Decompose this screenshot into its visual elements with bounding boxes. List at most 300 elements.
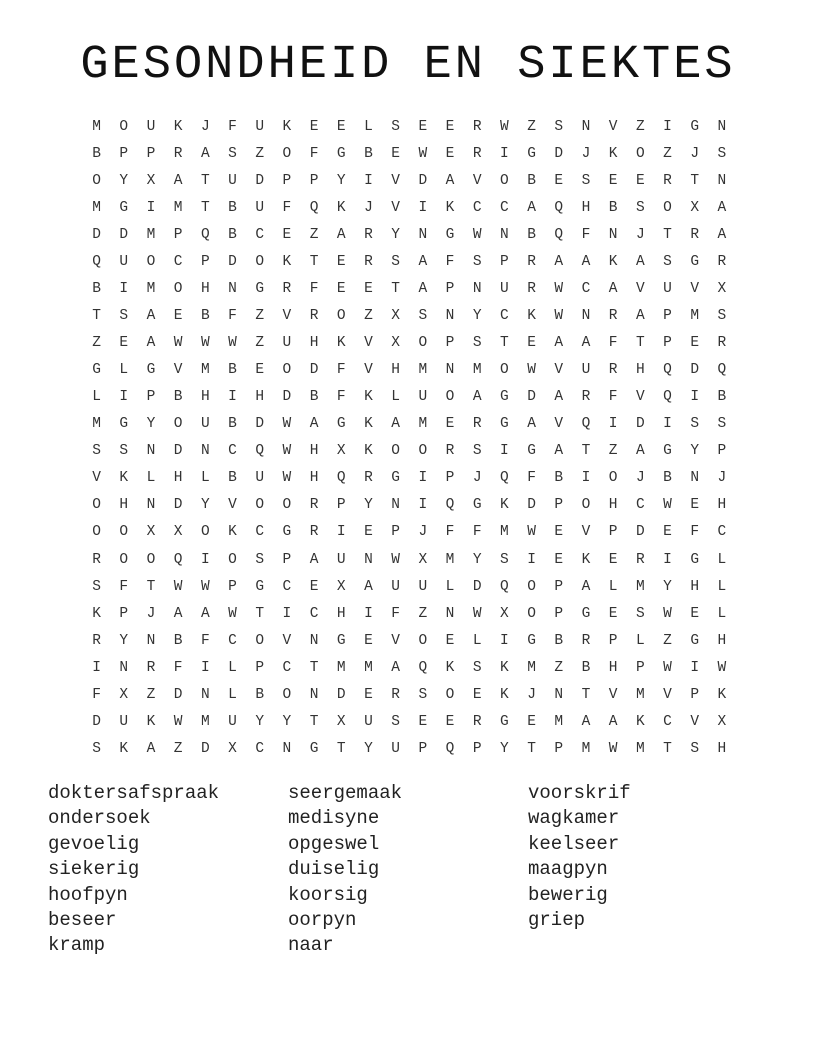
grid-letter[interactable]: O bbox=[500, 172, 509, 189]
grid-letter[interactable]: C bbox=[173, 253, 183, 270]
grid-letter[interactable]: A bbox=[200, 145, 210, 162]
grid-letter[interactable]: K bbox=[500, 659, 509, 676]
grid-letter[interactable]: Y bbox=[690, 443, 700, 460]
grid-letter[interactable]: G bbox=[690, 632, 700, 649]
grid-letter[interactable]: Z bbox=[418, 605, 428, 622]
grid-letter[interactable]: E bbox=[364, 524, 373, 541]
grid-letter[interactable]: A bbox=[717, 199, 727, 216]
grid-letter[interactable]: V bbox=[391, 172, 400, 189]
grid-letter[interactable]: X bbox=[391, 307, 400, 324]
grid-letter[interactable]: R bbox=[364, 470, 373, 487]
grid-letter[interactable]: P bbox=[282, 172, 292, 189]
grid-letter[interactable]: P bbox=[391, 524, 400, 541]
grid-letter[interactable]: Y bbox=[391, 226, 400, 243]
grid-letter[interactable]: I bbox=[282, 605, 292, 622]
grid-letter[interactable]: D bbox=[255, 416, 265, 433]
grid-letter[interactable]: G bbox=[92, 362, 101, 379]
grid-letter[interactable]: I bbox=[663, 551, 672, 568]
grid-letter[interactable]: R bbox=[717, 253, 727, 270]
grid-letter[interactable]: S bbox=[690, 740, 700, 757]
grid-letter[interactable]: D bbox=[635, 524, 645, 541]
grid-letter[interactable]: L bbox=[445, 578, 455, 595]
grid-letter[interactable]: O bbox=[418, 443, 428, 460]
grid-letter[interactable]: A bbox=[581, 335, 591, 352]
grid-letter[interactable]: O bbox=[255, 497, 265, 514]
grid-letter[interactable]: U bbox=[146, 118, 156, 135]
grid-letter[interactable]: E bbox=[336, 253, 346, 270]
grid-letter[interactable]: G bbox=[500, 713, 509, 730]
grid-letter[interactable]: O bbox=[336, 307, 346, 324]
grid-letter[interactable]: L bbox=[717, 578, 727, 595]
grid-letter[interactable]: A bbox=[364, 578, 373, 595]
grid-letter[interactable]: K bbox=[364, 443, 373, 460]
grid-letter[interactable]: D bbox=[472, 578, 482, 595]
grid-letter[interactable]: G bbox=[500, 389, 509, 406]
grid-letter[interactable]: R bbox=[472, 118, 482, 135]
grid-letter[interactable]: R bbox=[92, 632, 101, 649]
grid-letter[interactable]: C bbox=[500, 307, 509, 324]
grid-letter[interactable]: G bbox=[500, 416, 509, 433]
grid-letter[interactable]: T bbox=[690, 172, 700, 189]
grid-letter[interactable]: R bbox=[690, 226, 700, 243]
grid-letter[interactable]: I bbox=[418, 470, 428, 487]
grid-letter[interactable]: A bbox=[146, 335, 156, 352]
grid-letter[interactable]: K bbox=[364, 389, 373, 406]
grid-letter[interactable]: W bbox=[663, 605, 672, 622]
grid-letter[interactable]: A bbox=[554, 335, 564, 352]
grid-letter[interactable]: X bbox=[690, 199, 700, 216]
grid-letter[interactable]: P bbox=[663, 307, 672, 324]
grid-letter[interactable]: P bbox=[173, 226, 183, 243]
grid-letter[interactable]: T bbox=[200, 199, 210, 216]
grid-letter[interactable]: E bbox=[445, 713, 455, 730]
grid-letter[interactable]: B bbox=[527, 226, 536, 243]
grid-letter[interactable]: L bbox=[119, 362, 129, 379]
grid-letter[interactable]: E bbox=[608, 172, 618, 189]
grid-letter[interactable]: U bbox=[336, 551, 346, 568]
grid-letter[interactable]: K bbox=[445, 199, 455, 216]
grid-letter[interactable]: F bbox=[173, 659, 183, 676]
grid-letter[interactable]: K bbox=[500, 497, 509, 514]
grid-letter[interactable]: R bbox=[527, 280, 536, 297]
grid-letter[interactable]: S bbox=[391, 118, 400, 135]
grid-letter[interactable]: O bbox=[282, 497, 292, 514]
grid-letter[interactable]: J bbox=[472, 470, 482, 487]
grid-letter[interactable]: E bbox=[336, 280, 346, 297]
grid-letter[interactable]: B bbox=[554, 632, 564, 649]
grid-letter[interactable]: P bbox=[717, 443, 727, 460]
grid-letter[interactable]: K bbox=[336, 199, 346, 216]
grid-letter[interactable]: X bbox=[717, 713, 727, 730]
grid-letter[interactable]: F bbox=[228, 307, 237, 324]
grid-letter[interactable]: N bbox=[200, 686, 210, 703]
grid-letter[interactable]: I bbox=[364, 605, 373, 622]
grid-letter[interactable]: I bbox=[663, 118, 672, 135]
grid-letter[interactable]: E bbox=[391, 145, 400, 162]
grid-letter[interactable]: M bbox=[635, 740, 645, 757]
grid-letter[interactable]: R bbox=[581, 389, 591, 406]
grid-letter[interactable]: G bbox=[690, 551, 700, 568]
grid-letter[interactable]: U bbox=[391, 578, 400, 595]
grid-letter[interactable]: E bbox=[445, 145, 455, 162]
grid-letter[interactable]: E bbox=[527, 335, 536, 352]
grid-letter[interactable]: S bbox=[635, 605, 645, 622]
grid-letter[interactable]: B bbox=[200, 307, 210, 324]
grid-letter[interactable]: G bbox=[336, 632, 346, 649]
grid-letter[interactable]: J bbox=[364, 199, 373, 216]
grid-letter[interactable]: G bbox=[255, 578, 265, 595]
grid-letter[interactable]: W bbox=[418, 145, 428, 162]
grid-letter[interactable]: P bbox=[309, 172, 319, 189]
grid-letter[interactable]: W bbox=[472, 605, 482, 622]
grid-letter[interactable]: N bbox=[200, 443, 210, 460]
grid-letter[interactable]: M bbox=[635, 686, 645, 703]
grid-letter[interactable]: P bbox=[119, 145, 129, 162]
grid-letter[interactable]: G bbox=[119, 416, 129, 433]
grid-letter[interactable]: E bbox=[282, 226, 292, 243]
grid-letter[interactable]: V bbox=[690, 280, 700, 297]
grid-letter[interactable]: D bbox=[92, 226, 101, 243]
grid-letter[interactable]: A bbox=[608, 280, 618, 297]
grid-letter[interactable]: M bbox=[635, 578, 645, 595]
grid-letter[interactable]: F bbox=[336, 389, 346, 406]
grid-letter[interactable]: V bbox=[391, 632, 400, 649]
grid-letter[interactable]: S bbox=[472, 443, 482, 460]
grid-letter[interactable]: E bbox=[309, 118, 319, 135]
grid-letter[interactable]: U bbox=[255, 199, 265, 216]
grid-letter[interactable]: P bbox=[418, 740, 428, 757]
grid-letter[interactable]: B bbox=[364, 145, 373, 162]
grid-letter[interactable]: I bbox=[500, 443, 509, 460]
grid-letter[interactable]: Q bbox=[554, 199, 564, 216]
grid-letter[interactable]: N bbox=[717, 118, 727, 135]
grid-letter[interactable]: W bbox=[472, 226, 482, 243]
grid-letter[interactable]: O bbox=[255, 632, 265, 649]
grid-letter[interactable]: C bbox=[255, 524, 265, 541]
grid-letter[interactable]: A bbox=[635, 307, 645, 324]
grid-letter[interactable]: E bbox=[364, 632, 373, 649]
grid-letter[interactable]: M bbox=[418, 416, 428, 433]
grid-letter[interactable]: F bbox=[472, 524, 482, 541]
grid-letter[interactable]: H bbox=[717, 632, 727, 649]
grid-letter[interactable]: P bbox=[554, 578, 564, 595]
grid-letter[interactable]: M bbox=[92, 118, 101, 135]
grid-letter[interactable]: J bbox=[200, 118, 210, 135]
grid-letter[interactable]: X bbox=[146, 172, 156, 189]
grid-letter[interactable]: B bbox=[228, 362, 237, 379]
grid-letter[interactable]: E bbox=[364, 686, 373, 703]
grid-letter[interactable]: X bbox=[336, 443, 346, 460]
grid-letter[interactable]: G bbox=[119, 199, 129, 216]
grid-letter[interactable]: H bbox=[635, 362, 645, 379]
grid-letter[interactable]: F bbox=[608, 335, 618, 352]
grid-letter[interactable]: K bbox=[364, 416, 373, 433]
grid-letter[interactable]: U bbox=[418, 578, 428, 595]
grid-letter[interactable]: V bbox=[554, 362, 564, 379]
grid-letter[interactable]: Y bbox=[472, 307, 482, 324]
grid-letter[interactable]: V bbox=[228, 497, 237, 514]
grid-letter[interactable]: K bbox=[581, 551, 591, 568]
grid-letter[interactable]: S bbox=[717, 416, 727, 433]
grid-letter[interactable]: E bbox=[554, 524, 564, 541]
grid-letter[interactable]: W bbox=[282, 416, 292, 433]
grid-letter[interactable]: T bbox=[581, 686, 591, 703]
grid-letter[interactable]: F bbox=[336, 362, 346, 379]
grid-letter[interactable]: N bbox=[472, 280, 482, 297]
grid-letter[interactable]: L bbox=[228, 659, 237, 676]
grid-letter[interactable]: F bbox=[119, 578, 129, 595]
grid-letter[interactable]: T bbox=[255, 605, 265, 622]
grid-letter[interactable]: B bbox=[173, 632, 183, 649]
grid-letter[interactable]: N bbox=[445, 307, 455, 324]
grid-letter[interactable]: B bbox=[608, 199, 618, 216]
grid-letter[interactable]: X bbox=[119, 686, 129, 703]
grid-letter[interactable]: A bbox=[554, 443, 564, 460]
grid-letter[interactable]: T bbox=[309, 713, 319, 730]
grid-letter[interactable]: E bbox=[608, 551, 618, 568]
grid-letter[interactable]: H bbox=[690, 578, 700, 595]
grid-letter[interactable]: B bbox=[554, 470, 564, 487]
grid-letter[interactable]: W bbox=[173, 713, 183, 730]
grid-letter[interactable]: Z bbox=[146, 686, 156, 703]
grid-letter[interactable]: A bbox=[336, 226, 346, 243]
grid-letter[interactable]: G bbox=[336, 416, 346, 433]
grid-letter[interactable]: E bbox=[690, 497, 700, 514]
grid-letter[interactable]: J bbox=[690, 145, 700, 162]
grid-letter[interactable]: A bbox=[445, 172, 455, 189]
grid-letter[interactable]: O bbox=[119, 524, 129, 541]
grid-letter[interactable]: M bbox=[364, 659, 373, 676]
grid-letter[interactable]: S bbox=[690, 416, 700, 433]
grid-letter[interactable]: K bbox=[336, 335, 346, 352]
grid-letter[interactable]: W bbox=[527, 524, 536, 541]
grid-letter[interactable]: V bbox=[282, 307, 292, 324]
grid-letter[interactable]: K bbox=[717, 686, 727, 703]
grid-letter[interactable]: Q bbox=[554, 226, 564, 243]
grid-letter[interactable]: W bbox=[554, 307, 564, 324]
grid-letter[interactable]: Z bbox=[608, 443, 618, 460]
grid-letter[interactable]: O bbox=[445, 686, 455, 703]
grid-letter[interactable]: J bbox=[717, 470, 727, 487]
grid-letter[interactable]: L bbox=[92, 389, 101, 406]
grid-letter[interactable]: V bbox=[581, 524, 591, 541]
grid-letter[interactable]: A bbox=[581, 713, 591, 730]
grid-letter[interactable]: K bbox=[119, 740, 129, 757]
grid-letter[interactable]: N bbox=[690, 470, 700, 487]
grid-letter[interactable]: N bbox=[391, 497, 400, 514]
grid-letter[interactable]: L bbox=[200, 470, 210, 487]
grid-letter[interactable]: O bbox=[146, 253, 156, 270]
grid-letter[interactable]: R bbox=[309, 497, 319, 514]
grid-letter[interactable]: O bbox=[119, 551, 129, 568]
grid-letter[interactable]: M bbox=[500, 524, 509, 541]
grid-letter[interactable]: I bbox=[500, 632, 509, 649]
grid-letter[interactable]: P bbox=[500, 253, 509, 270]
grid-letter[interactable]: P bbox=[472, 740, 482, 757]
grid-letter[interactable]: K bbox=[173, 118, 183, 135]
grid-letter[interactable]: N bbox=[500, 226, 509, 243]
grid-letter[interactable]: P bbox=[554, 740, 564, 757]
grid-letter[interactable]: A bbox=[391, 416, 400, 433]
grid-letter[interactable]: U bbox=[228, 172, 237, 189]
grid-letter[interactable]: V bbox=[282, 632, 292, 649]
grid-letter[interactable]: Y bbox=[119, 632, 129, 649]
grid-letter[interactable]: X bbox=[173, 524, 183, 541]
grid-letter[interactable]: E bbox=[690, 335, 700, 352]
grid-letter[interactable]: A bbox=[554, 253, 564, 270]
grid-letter[interactable]: X bbox=[336, 713, 346, 730]
grid-letter[interactable]: D bbox=[173, 497, 183, 514]
grid-letter[interactable]: F bbox=[690, 524, 700, 541]
grid-letter[interactable]: I bbox=[690, 659, 700, 676]
grid-letter[interactable]: B bbox=[173, 389, 183, 406]
grid-letter[interactable]: O bbox=[527, 605, 536, 622]
grid-letter[interactable]: N bbox=[418, 226, 428, 243]
grid-letter[interactable]: F bbox=[527, 470, 536, 487]
grid-letter[interactable]: R bbox=[92, 551, 101, 568]
grid-letter[interactable]: S bbox=[472, 335, 482, 352]
grid-letter[interactable]: X bbox=[500, 605, 509, 622]
grid-letter[interactable]: T bbox=[309, 253, 319, 270]
grid-letter[interactable]: O bbox=[200, 524, 210, 541]
grid-letter[interactable]: F bbox=[282, 199, 292, 216]
grid-letter[interactable]: G bbox=[146, 362, 156, 379]
grid-letter[interactable]: Y bbox=[200, 497, 210, 514]
grid-letter[interactable]: C bbox=[635, 497, 645, 514]
grid-letter[interactable]: M bbox=[173, 199, 183, 216]
grid-letter[interactable]: O bbox=[391, 443, 400, 460]
grid-letter[interactable]: E bbox=[554, 551, 564, 568]
grid-letter[interactable]: C bbox=[282, 659, 292, 676]
grid-letter[interactable]: K bbox=[282, 253, 292, 270]
grid-letter[interactable]: U bbox=[255, 118, 265, 135]
grid-letter[interactable]: D bbox=[635, 416, 645, 433]
grid-letter[interactable]: R bbox=[663, 172, 672, 189]
grid-letter[interactable]: B bbox=[717, 389, 727, 406]
grid-letter[interactable]: Y bbox=[282, 713, 292, 730]
grid-letter[interactable]: I bbox=[92, 659, 101, 676]
grid-letter[interactable]: A bbox=[418, 253, 428, 270]
grid-letter[interactable]: S bbox=[92, 578, 101, 595]
grid-letter[interactable]: C bbox=[228, 632, 237, 649]
grid-letter[interactable]: W bbox=[608, 740, 618, 757]
grid-letter[interactable]: X bbox=[228, 740, 237, 757]
grid-letter[interactable]: N bbox=[717, 172, 727, 189]
grid-letter[interactable]: S bbox=[472, 253, 482, 270]
grid-letter[interactable]: D bbox=[336, 686, 346, 703]
grid-letter[interactable]: I bbox=[228, 389, 237, 406]
grid-letter[interactable]: I bbox=[364, 172, 373, 189]
grid-letter[interactable]: E bbox=[608, 605, 618, 622]
grid-letter[interactable]: L bbox=[364, 118, 373, 135]
grid-letter[interactable]: T bbox=[336, 740, 346, 757]
grid-letter[interactable]: K bbox=[282, 118, 292, 135]
grid-letter[interactable]: D bbox=[173, 686, 183, 703]
grid-letter[interactable]: O bbox=[282, 145, 292, 162]
grid-letter[interactable]: R bbox=[445, 443, 455, 460]
grid-letter[interactable]: C bbox=[581, 280, 591, 297]
grid-letter[interactable]: D bbox=[282, 389, 292, 406]
grid-letter[interactable]: N bbox=[282, 740, 292, 757]
grid-letter[interactable]: L bbox=[635, 632, 645, 649]
grid-letter[interactable]: C bbox=[228, 443, 237, 460]
grid-letter[interactable]: A bbox=[200, 605, 210, 622]
grid-letter[interactable]: F bbox=[309, 280, 319, 297]
grid-letter[interactable]: O bbox=[581, 497, 591, 514]
grid-letter[interactable]: W bbox=[173, 578, 183, 595]
grid-letter[interactable]: L bbox=[608, 578, 618, 595]
grid-letter[interactable]: U bbox=[119, 253, 129, 270]
grid-letter[interactable]: Q bbox=[445, 497, 455, 514]
grid-letter[interactable]: D bbox=[119, 226, 129, 243]
grid-letter[interactable]: N bbox=[228, 280, 237, 297]
grid-letter[interactable]: O bbox=[500, 362, 509, 379]
grid-letter[interactable]: W bbox=[282, 443, 292, 460]
grid-letter[interactable]: K bbox=[608, 145, 618, 162]
grid-letter[interactable]: P bbox=[663, 335, 672, 352]
grid-letter[interactable]: R bbox=[635, 551, 645, 568]
grid-letter[interactable]: F bbox=[391, 605, 400, 622]
grid-letter[interactable]: B bbox=[228, 199, 237, 216]
grid-letter[interactable]: Y bbox=[472, 551, 482, 568]
grid-letter[interactable]: O bbox=[282, 362, 292, 379]
grid-letter[interactable]: S bbox=[119, 307, 129, 324]
grid-letter[interactable]: R bbox=[472, 713, 482, 730]
grid-letter[interactable]: N bbox=[309, 632, 319, 649]
grid-letter[interactable]: G bbox=[336, 145, 346, 162]
grid-letter[interactable]: T bbox=[146, 578, 156, 595]
grid-letter[interactable]: A bbox=[527, 416, 536, 433]
grid-letter[interactable]: V bbox=[608, 686, 618, 703]
grid-letter[interactable]: D bbox=[554, 145, 564, 162]
grid-letter[interactable]: Q bbox=[92, 253, 101, 270]
grid-letter[interactable]: M bbox=[445, 551, 455, 568]
grid-letter[interactable]: H bbox=[608, 659, 618, 676]
grid-letter[interactable]: Z bbox=[635, 118, 645, 135]
grid-letter[interactable]: G bbox=[445, 226, 455, 243]
grid-letter[interactable]: D bbox=[255, 172, 265, 189]
grid-letter[interactable]: U bbox=[581, 362, 591, 379]
grid-letter[interactable]: V bbox=[92, 470, 101, 487]
grid-letter[interactable]: Y bbox=[119, 172, 129, 189]
grid-letter[interactable]: M bbox=[200, 362, 210, 379]
grid-letter[interactable]: U bbox=[228, 713, 237, 730]
grid-letter[interactable]: R bbox=[364, 253, 373, 270]
grid-letter[interactable]: W bbox=[200, 335, 210, 352]
grid-letter[interactable]: H bbox=[717, 497, 727, 514]
grid-letter[interactable]: C bbox=[309, 605, 319, 622]
grid-letter[interactable]: F bbox=[200, 632, 210, 649]
grid-letter[interactable]: Z bbox=[663, 145, 672, 162]
grid-letter[interactable]: O bbox=[418, 335, 428, 352]
grid-letter[interactable]: T bbox=[527, 740, 536, 757]
grid-letter[interactable]: Q bbox=[173, 551, 183, 568]
grid-letter[interactable]: Q bbox=[663, 389, 672, 406]
grid-letter[interactable]: O bbox=[635, 145, 645, 162]
grid-letter[interactable]: V bbox=[608, 118, 618, 135]
grid-letter[interactable]: Q bbox=[500, 470, 509, 487]
grid-letter[interactable]: W bbox=[500, 118, 509, 135]
grid-letter[interactable]: E bbox=[445, 632, 455, 649]
grid-letter[interactable]: H bbox=[581, 199, 591, 216]
grid-letter[interactable]: L bbox=[228, 686, 237, 703]
grid-letter[interactable]: E bbox=[690, 605, 700, 622]
grid-letter[interactable]: L bbox=[391, 389, 400, 406]
grid-letter[interactable]: M bbox=[92, 416, 101, 433]
grid-letter[interactable]: N bbox=[146, 497, 156, 514]
grid-letter[interactable]: G bbox=[472, 497, 482, 514]
grid-letter[interactable]: H bbox=[309, 443, 319, 460]
